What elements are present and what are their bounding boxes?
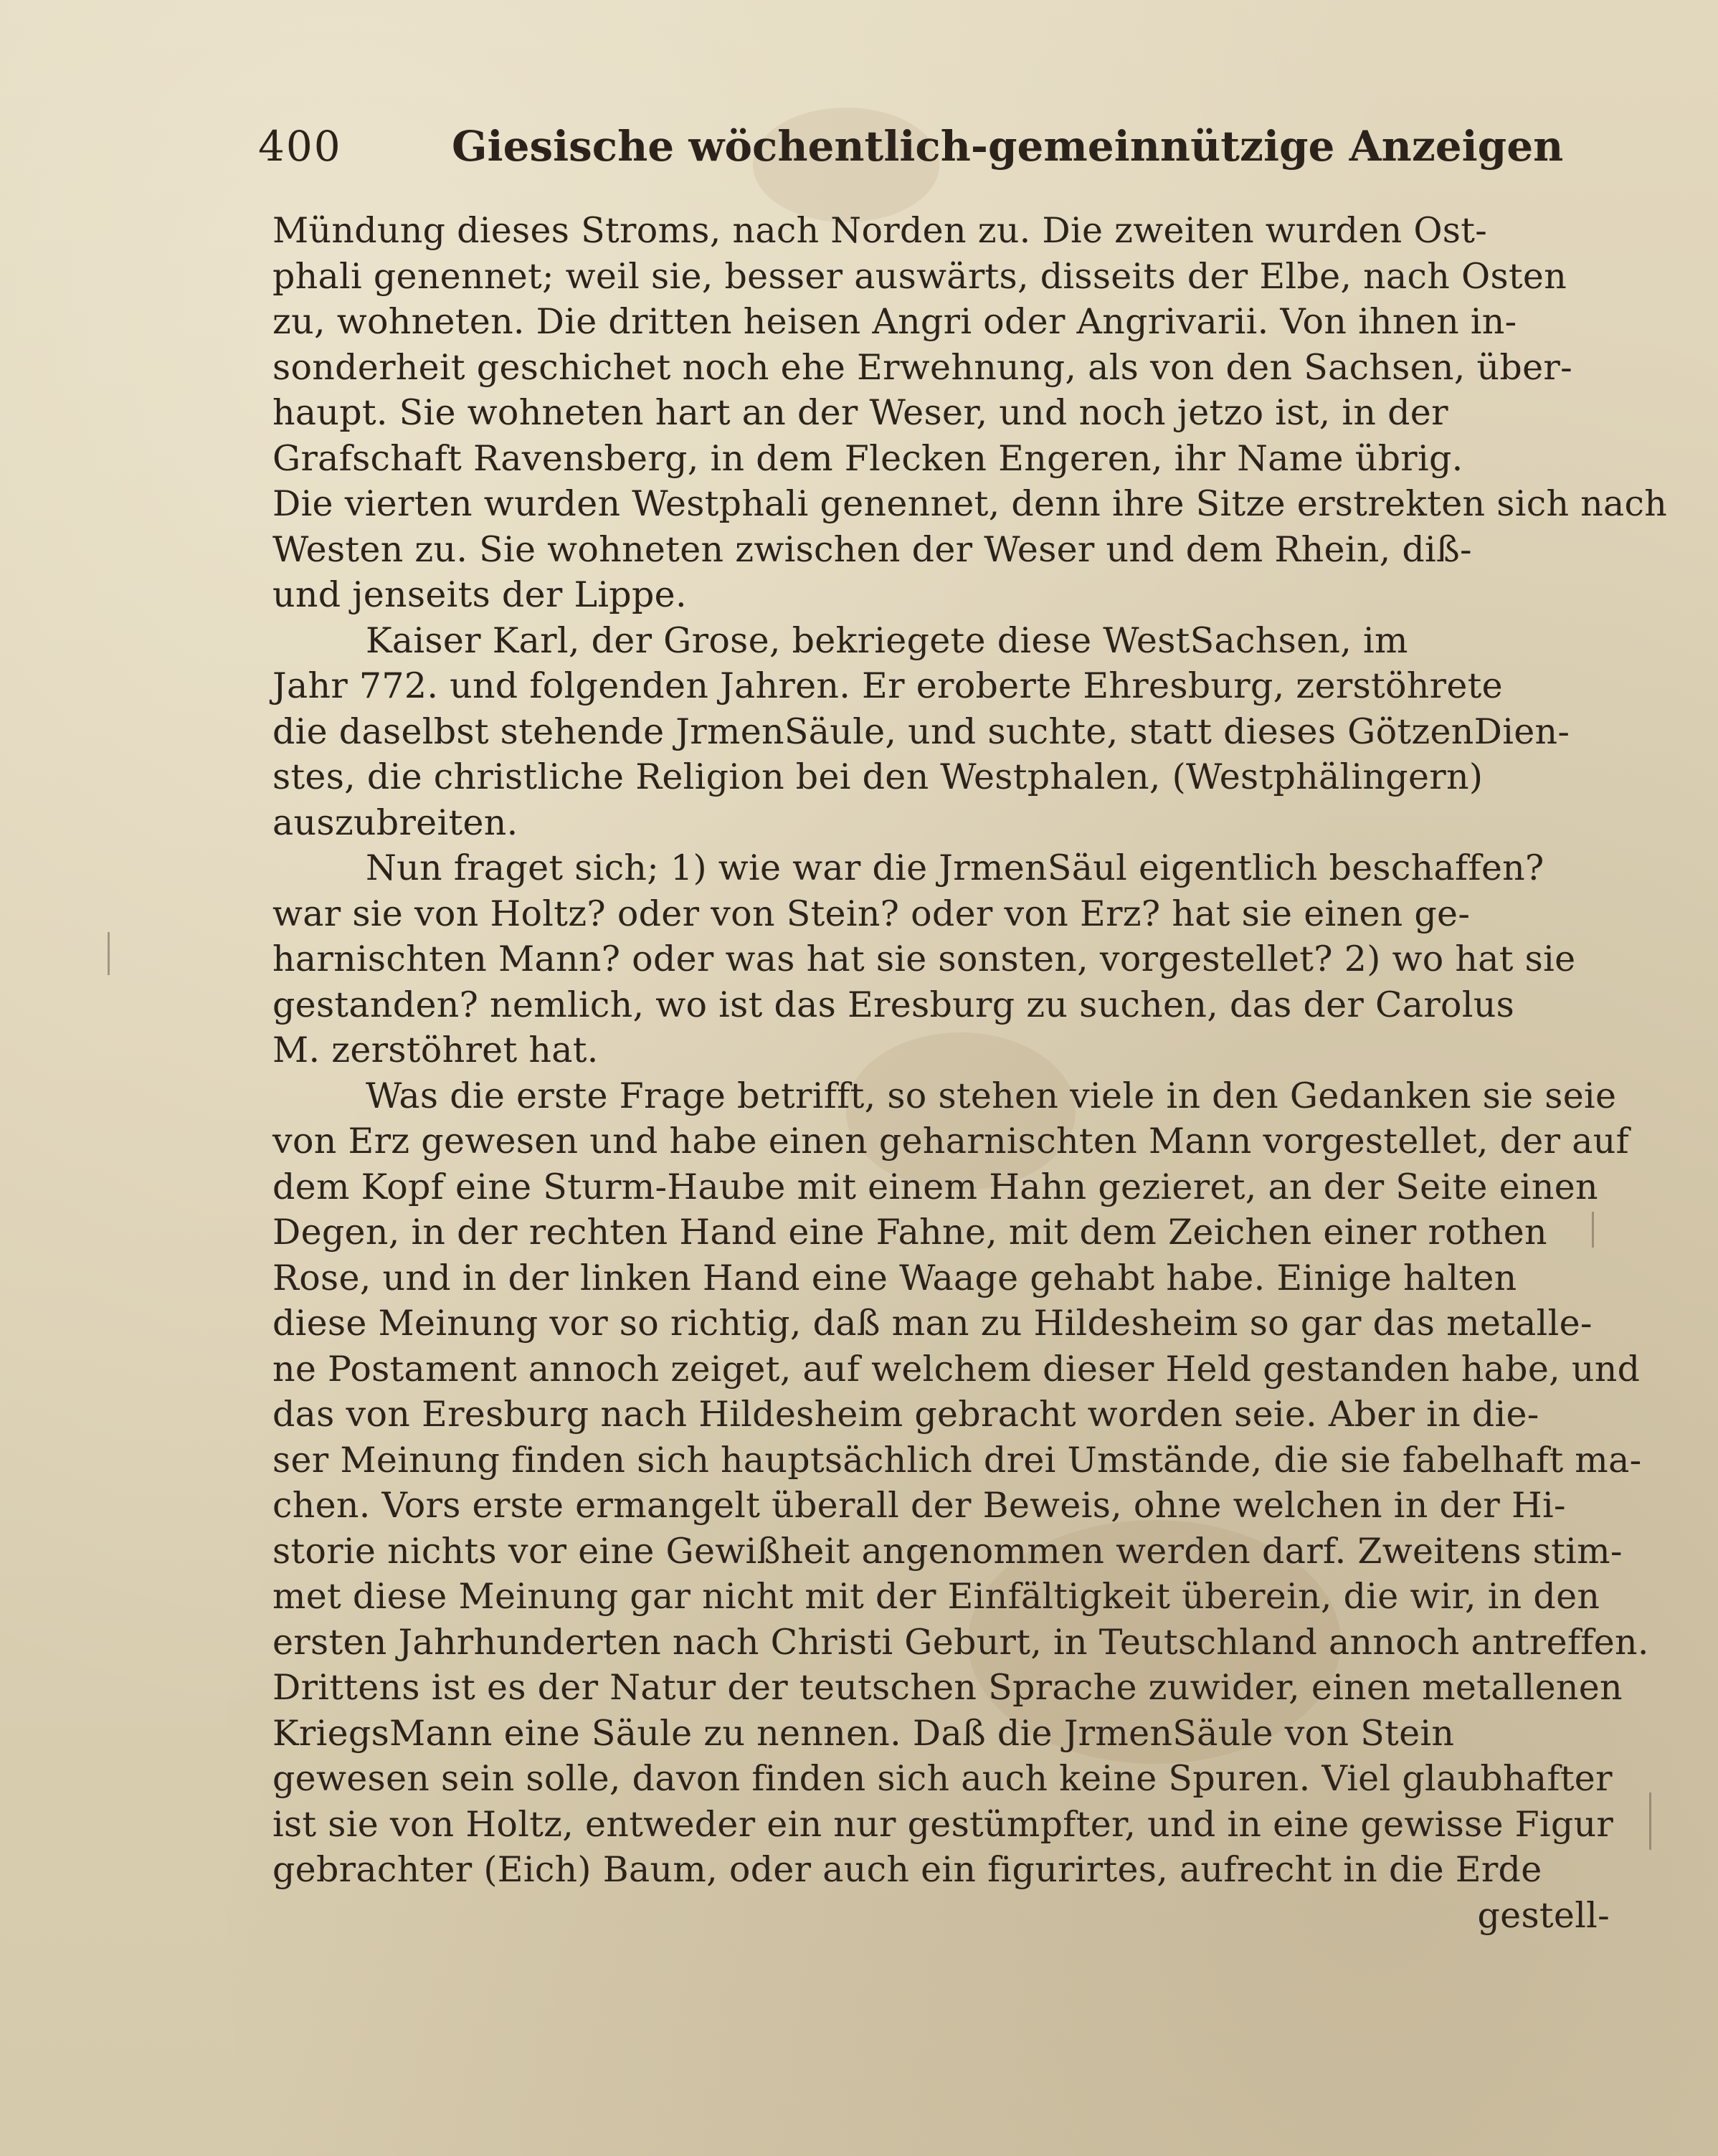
text-line: harnischten Mann? oder was hat sie sonsten, vorgestellet? 2) wo hat sie xyxy=(272,939,1576,979)
text-line: Nun fraget sich; 1) wie war die JrmenSäul eigentlich beschaffen? xyxy=(366,847,1544,888)
page-number: 400 xyxy=(258,122,342,171)
text-line: storie nichts vor eine Gewißheit angenommen werden darf. Zweitens stim- xyxy=(272,1530,1623,1572)
text-line: haupt. Sie wohneten hart an der Weser, und noch jetzo ist, in der xyxy=(272,392,1448,433)
text-line: stes, die christliche Religion bei den Westphalen, (Westphälingern) xyxy=(272,756,1484,797)
text-line: chen. Vors erste ermangelt überall der Beweis, ohne welchen in der Hi- xyxy=(272,1485,1566,1526)
text-line: KriegsMann eine Säule zu nennen. Daß die JrmenSäule von Stein xyxy=(272,1712,1455,1754)
text-line: gewesen sein solle, davon finden sich auch keine Spuren. Viel glaubhafter xyxy=(272,1758,1613,1799)
text-line: sonderheit geschichet noch ehe Erwehnung, als von den Sachsen, über- xyxy=(272,346,1572,388)
text-line: M. zerstöhret hat. xyxy=(272,1030,599,1070)
text-line: ist sie von Holtz, entweder ein nur gestümpfter, und in eine gewisse Figur xyxy=(272,1803,1614,1845)
text-line: ne Postament annoch zeiget, auf welchem dieser Held gestanden habe, und xyxy=(272,1348,1641,1390)
catchword: gestell- xyxy=(1477,1894,1610,1936)
text-line: Degen, in der rechten Hand eine Fahne, mit dem Zeichen einer rothen xyxy=(272,1212,1547,1253)
text-line: Drittens ist es der Natur der teutschen Sprache zuwider, einen metallenen xyxy=(272,1667,1623,1708)
text-line: diese Meinung vor so richtig, daß man zu Hildesheim so gar das metalle- xyxy=(272,1303,1593,1344)
margin-mark xyxy=(1649,1792,1651,1850)
text-line: Jahr 772. und folgenden Jahren. Er eroberte Ehresburg, zerstöhrete xyxy=(272,665,1503,706)
text-line: von Erz gewesen und habe einen geharnischten Mann vorgestellet, der auf xyxy=(272,1121,1630,1162)
body-text xyxy=(272,208,1668,1938)
text-line: Rose, und in der linken Hand eine Waage gehabt habe. Einige halten xyxy=(272,1257,1517,1298)
text-line: ser Meinung finden sich hauptsächlich drei Umstände, die sie fabelhaft ma- xyxy=(272,1439,1642,1481)
text-line: Grafschaft Ravensberg, in dem Flecken Engeren, ihr Name übrig. xyxy=(272,437,1463,479)
text-line: met diese Meinung gar nicht mit der Einfältigkeit überein, die wir, in den xyxy=(272,1576,1600,1617)
text-line: das von Eresburg nach Hildesheim gebracht worden seie. Aber in die- xyxy=(272,1394,1539,1435)
text-line: dem Kopf eine Sturm-Haube mit einem Hahn gezieret, an der Seite einen xyxy=(272,1166,1598,1207)
text-line: ersten Jahrhunderten nach Christi Geburt, in Teutschland annoch antreffen. xyxy=(272,1621,1649,1663)
running-title: Giesische wöchentlich-gemeinnützige Anzeigen xyxy=(452,122,1564,171)
text-line: war sie von Holtz? oder von Stein? oder von Erz? hat sie einen ge- xyxy=(272,893,1471,934)
text-line: gestanden? nemlich, wo ist das Eresburg zu suchen, das der Carolus xyxy=(272,984,1515,1025)
text-line: Die vierten wurden Westphali genennet, denn ihre Sitze erstrekten sich nach xyxy=(272,483,1668,524)
text-line: zu, wohneten. Die dritten heisen Angri oder Angrivarii. Von ihnen in- xyxy=(272,301,1517,342)
text-line: Kaiser Karl, der Grose, bekriegete diese WestSachsen, im xyxy=(366,619,1408,661)
margin-mark xyxy=(108,932,110,975)
text-line: phali genennet; weil sie, besser auswärts, disseits der Elbe, nach Osten xyxy=(272,255,1567,297)
text-line: gebrachter (Eich) Baum, oder auch ein figurirtes, aufrecht in die Erde xyxy=(272,1849,1542,1890)
text-line: Westen zu. Sie wohneten zwischen der Weser und dem Rhein, diß- xyxy=(272,528,1472,570)
text-line: Mündung dieses Stroms, nach Norden zu. Die zweiten wurden Ost- xyxy=(272,210,1488,251)
text-line: Was die erste Frage betrifft, so stehen viele in den Gedanken sie seie xyxy=(366,1075,1617,1116)
text-line: und jenseits der Lippe. xyxy=(272,574,687,615)
text-line: auszubreiten. xyxy=(272,802,518,843)
text-line: die daselbst stehende JrmenSäule, und suchte, statt dieses GötzenDien- xyxy=(272,711,1570,752)
page-header xyxy=(258,122,1564,179)
